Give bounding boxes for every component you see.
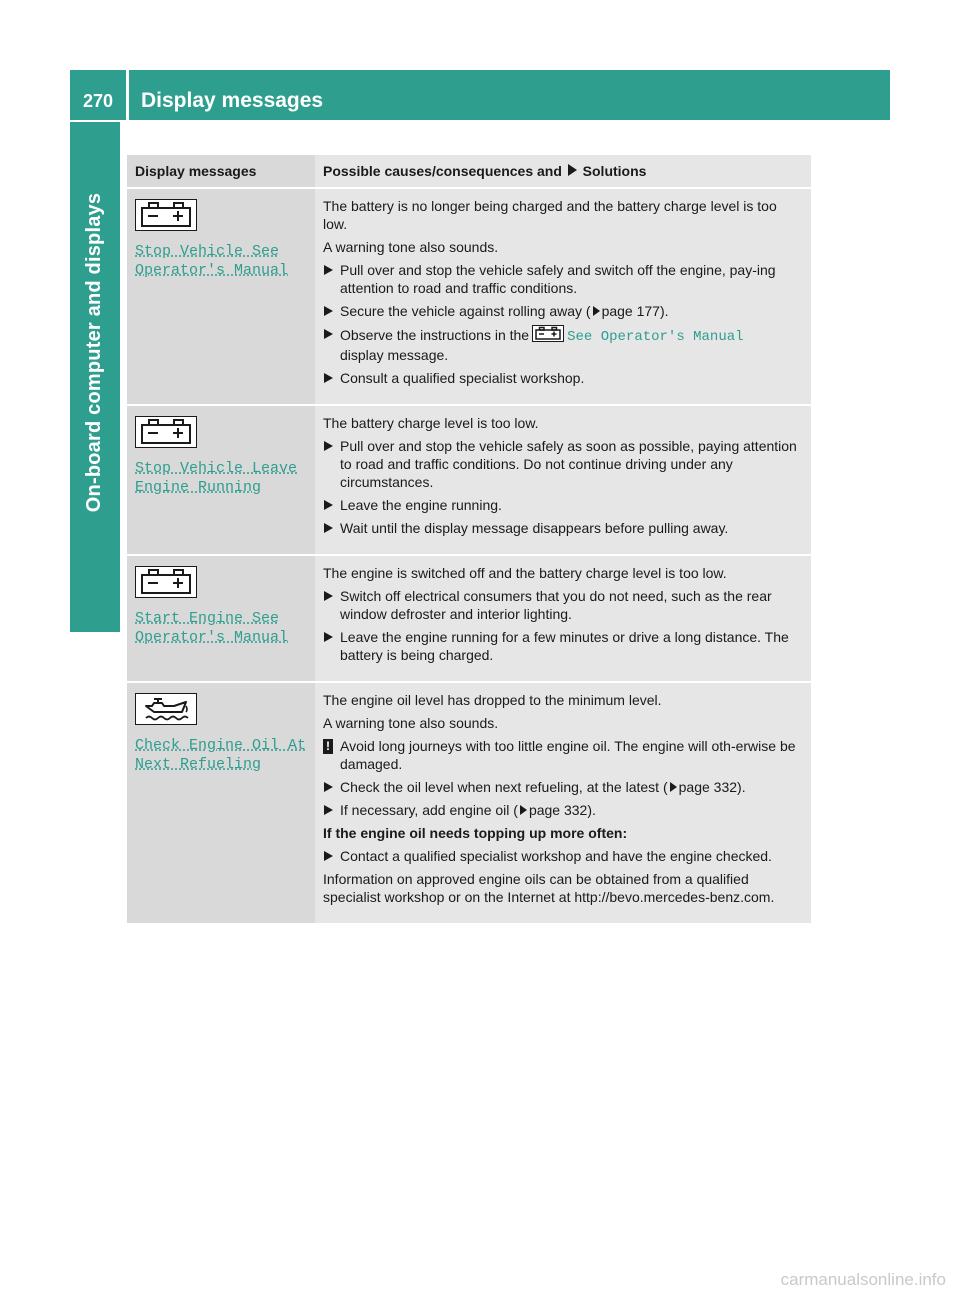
instruction-item: Consult a qualified specialist workshop. [323,369,803,387]
message-line: Engine Running [135,479,262,496]
message-line: Stop Vehicle See [135,243,280,260]
arrow-icon [324,329,333,339]
table-row [127,405,811,555]
description-text: A warning tone also sounds. [323,715,499,731]
oil-can-icon [135,693,197,725]
arrow-icon [324,265,333,275]
solution-cell [315,555,811,682]
side-label-container [70,122,120,582]
description-text: The battery charge level is too low. [323,415,539,431]
arrow-icon [324,500,333,510]
arrow-icon [324,851,333,861]
message-line: Operator's Manual [135,262,289,279]
solution-cell [315,682,811,924]
instruction-item: Pull over and stop the vehicle safely and switch off the engine, pay-ing attention to road and traffic conditions. [323,261,803,297]
watermark: carmanualsonline.info [780,1270,946,1289]
instruction-item: Check the oil level when next refueling, at the latest ( page 332). [323,778,803,796]
page-ref-link[interactable]: page 177). [601,303,669,319]
page-ref-icon [520,805,527,815]
instruction-item: Pull over and stop the vehicle safely as soon as possible, paying attention to road and traffic conditions. Do not continue driving under any circumstances. [323,437,803,491]
instruction-item: Observe the instructions in the See Operator's Manual display message. [323,325,803,364]
solution-cell [315,405,811,555]
table-row [127,188,811,405]
page-ref-icon [593,306,600,316]
battery-icon [135,416,197,448]
instruction-item: Switch off electrical consumers that you do not need, such as the rear window defroster and interior lighting. [323,587,803,623]
warning-note: ! Avoid long journeys with too little engine oil. The engine will oth-erwise be damaged. [323,737,803,773]
instruction-item: Wait until the display message disappears before pulling away. [323,519,803,537]
arrow-icon [324,805,333,815]
message-cell [127,188,315,405]
instruction-item: Secure the vehicle against rolling away ( page 177). [323,302,803,320]
description-text: The engine is switched off and the battery charge level is too low. [323,565,727,581]
arrow-icon [324,441,333,451]
page-ref-link[interactable]: page 332). [678,779,746,795]
instruction-item: Contact a qualified specialist workshop and have the engine checked. [323,847,803,865]
instruction-item: Leave the engine running. [323,496,803,514]
message-cell [127,405,315,555]
header-divider [126,70,129,120]
message-line: Start Engine See [135,610,280,627]
page-title: Display messages [141,89,324,112]
message-line: Check Engine Oil At [135,737,307,754]
arrow-icon [324,782,333,792]
battery-icon [532,325,564,342]
description-text: A warning tone also sounds. [323,239,499,255]
col-header-causes-solutions: Possible causes/consequences and Solutions [315,155,811,188]
arrow-icon [324,591,333,601]
arrow-icon [324,306,333,316]
display-messages-table [127,155,811,925]
page-ref-link[interactable]: page 332). [528,802,596,818]
table-row [127,682,811,924]
message-line: Operator's Manual [135,629,289,646]
description-text: The battery is no longer being charged and the battery charge level is too low. [323,198,777,232]
arrow-icon [324,523,333,533]
page-number: 270 [82,91,114,111]
side-marker [70,582,120,632]
battery-icon [135,199,197,231]
exclamation-icon: ! [323,739,333,754]
message-line: Next Refueling [135,756,262,773]
col-header-display-messages: Display messages [127,155,315,188]
instruction-item: Leave the engine running for a few minutes or drive a long distance. The battery is being charged. [323,628,803,664]
page-ref-icon [670,782,677,792]
side-label: On-board computer and displays [83,192,106,512]
solution-cell [315,188,811,405]
inline-message: See Operator's Manual [567,329,744,345]
message-cell [127,555,315,682]
subheading: If the engine oil needs topping up more often: [323,825,628,841]
message-cell [127,682,315,924]
message-line: Stop Vehicle Leave [135,460,298,477]
table-header-row [127,155,811,188]
table-row [127,555,811,682]
arrow-icon [568,164,577,176]
description-text: Information on approved engine oils can be obtained from a qualified specialist workshop or on the Internet at http://bevo.mercedes-benz.com. [323,871,775,905]
instruction-item: If necessary, add engine oil ( page 332). [323,801,803,819]
battery-icon [135,566,197,598]
arrow-icon [324,632,333,642]
arrow-icon [324,373,333,383]
description-text: The engine oil level has dropped to the minimum level. [323,692,662,708]
